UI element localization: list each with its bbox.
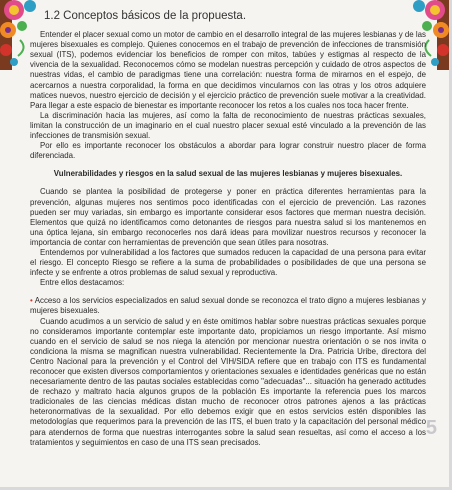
bullet-text: Acceso a los servicios especializados en salud sexual donde se reconozca el trato digno a mujeres lesbianas y mujeres bisexuales. xyxy=(30,296,426,316)
subheading: Vulnerabilidades y riesgos en la salud sexual de las mujeres lesbianas y mujeres bisexuales. xyxy=(53,169,403,179)
intro-paragraph: Por ello es importante reconocer los obstáculos a abordar para lograr construir nuestro placer de forma diferenciada. xyxy=(30,141,426,161)
spacer xyxy=(30,288,426,296)
page-content xyxy=(30,11,426,448)
page-number: 5 xyxy=(425,417,437,439)
body-paragraph: Cuando acudimos a un servicio de salud y en éste omitimos hablar sobre nuestras prácticas sexuales porque no consideramos importante contemplar este importante dato, propiciamos un riesgo importante. Así mismo cuando en el servicio de salud se nos niega la atención por mencionar nuestra orientación o se nos invita o condiciona la misma se magnifican nuestra vulnerabilidad. Recientemente la Dra. Patricia Uribe, directora del Centro Nacional para la prevención y el Control del VIH/SIDA refiere que en trabajo con ITS es fundamental reconocer que existen diversos comportamientos y orientaciones sexuales e identidades genéricas que no están necesariamente dentro de las pautas sociales establecidas como "adecuadas"... situación ha generado actitudes de rechazo y maltrato hacia algunos grupos de la población Es importante la referencia pues los marcos tradicionales de las ciencias médicas distan mucho de reconocer otros patrones ajenos a las prácticas heteronormativas de la sexualidad. Por ello debemos exigir que en estos servicios estén disponibles las metodologías que requerimos para la prevención de las ITS, el buen trato y la capacitación del personal médico para atendernos de forma que nuestras interrogantes sobre la salud sean resueltas, así como el acceso a los tratamientos y seguimientos en caso de una ITS sean precisados. xyxy=(30,316,426,447)
bullet-item xyxy=(30,296,426,316)
body-paragraph: Entendemos por vulnerabilidad a los factores que sumados reducen la capacidad de una persona para evitar el riesgo. El concepto Riesgo se refiere a la suma de probabilidades o posibilidades de que una persona se infecte y se enfrente a otros problemas de salud sexual y reproductiva. xyxy=(30,247,426,278)
bullet-icon: • xyxy=(30,296,33,306)
body-paragraph: Entre ellos destacamos: xyxy=(40,278,125,288)
intro-paragraph: Entender el placer sexual como un motor de cambio en el desarrollo integral de las mujeres lesbianas y de las mujeres bisexuales es complejo. Quienes conocemos en el trabajo de prevención de infecciones de transmisión sexual (ITS), podemos evidenciar los beneficios de romper con mitos, tabúes y estigmas al respecto de la vivencia de la sexualidad. Reconocemos cómo se modelan nuestras percepción y cuidado de otros aspectos de nuestras vidas, el cambio de paradigmas tiene una correlación: nuestra forma de mirarnos en el espejo, de acercarnos a nuestra corporalidad, la forma en que decidimos vincularnos con las otras y los otros adquiere matices nuevos, nuestro ejercicio de decisión y el ejercicio práctico de prevención suele motivar a la creatividad. Para llegar a este espacio de bienestar es importante reconocer los retos a los cuales nos toca hacer frente. xyxy=(30,30,426,110)
body-paragraph: Cuando se plantea la posibilidad de protegerse y poner en práctica diferentes herramientas para la prevención, algunas mujeres nos sentimos poco identificadas con el ejercicio de prevención. Las razones pueden ser muy variadas, sin embargo es importante considerar esos factores que merman nuestra decisión. Elementos que quizá no identificamos como detonantes de riesgos para nuestra salud si los mantenemos en una óptica lejana, sin embargo reconocerles nos dará ideas para movilizar nuestros recursos y reconocer la importancia de contar con herramientas de prevención que sean útiles para nosotras. xyxy=(30,187,426,247)
spacer xyxy=(30,161,426,169)
section-title: 1.2 Conceptos básicos de la propuesta. xyxy=(44,10,247,22)
intro-paragraph: La discriminación hacia las mujeres, así como la falta de reconocimiento de nuestras prácticas sexuales, limitan la construcción de un imaginario en el cual nuestro placer sexual esté vinculado a la prevención de las infecciones de transmisión sexual. xyxy=(30,110,426,141)
